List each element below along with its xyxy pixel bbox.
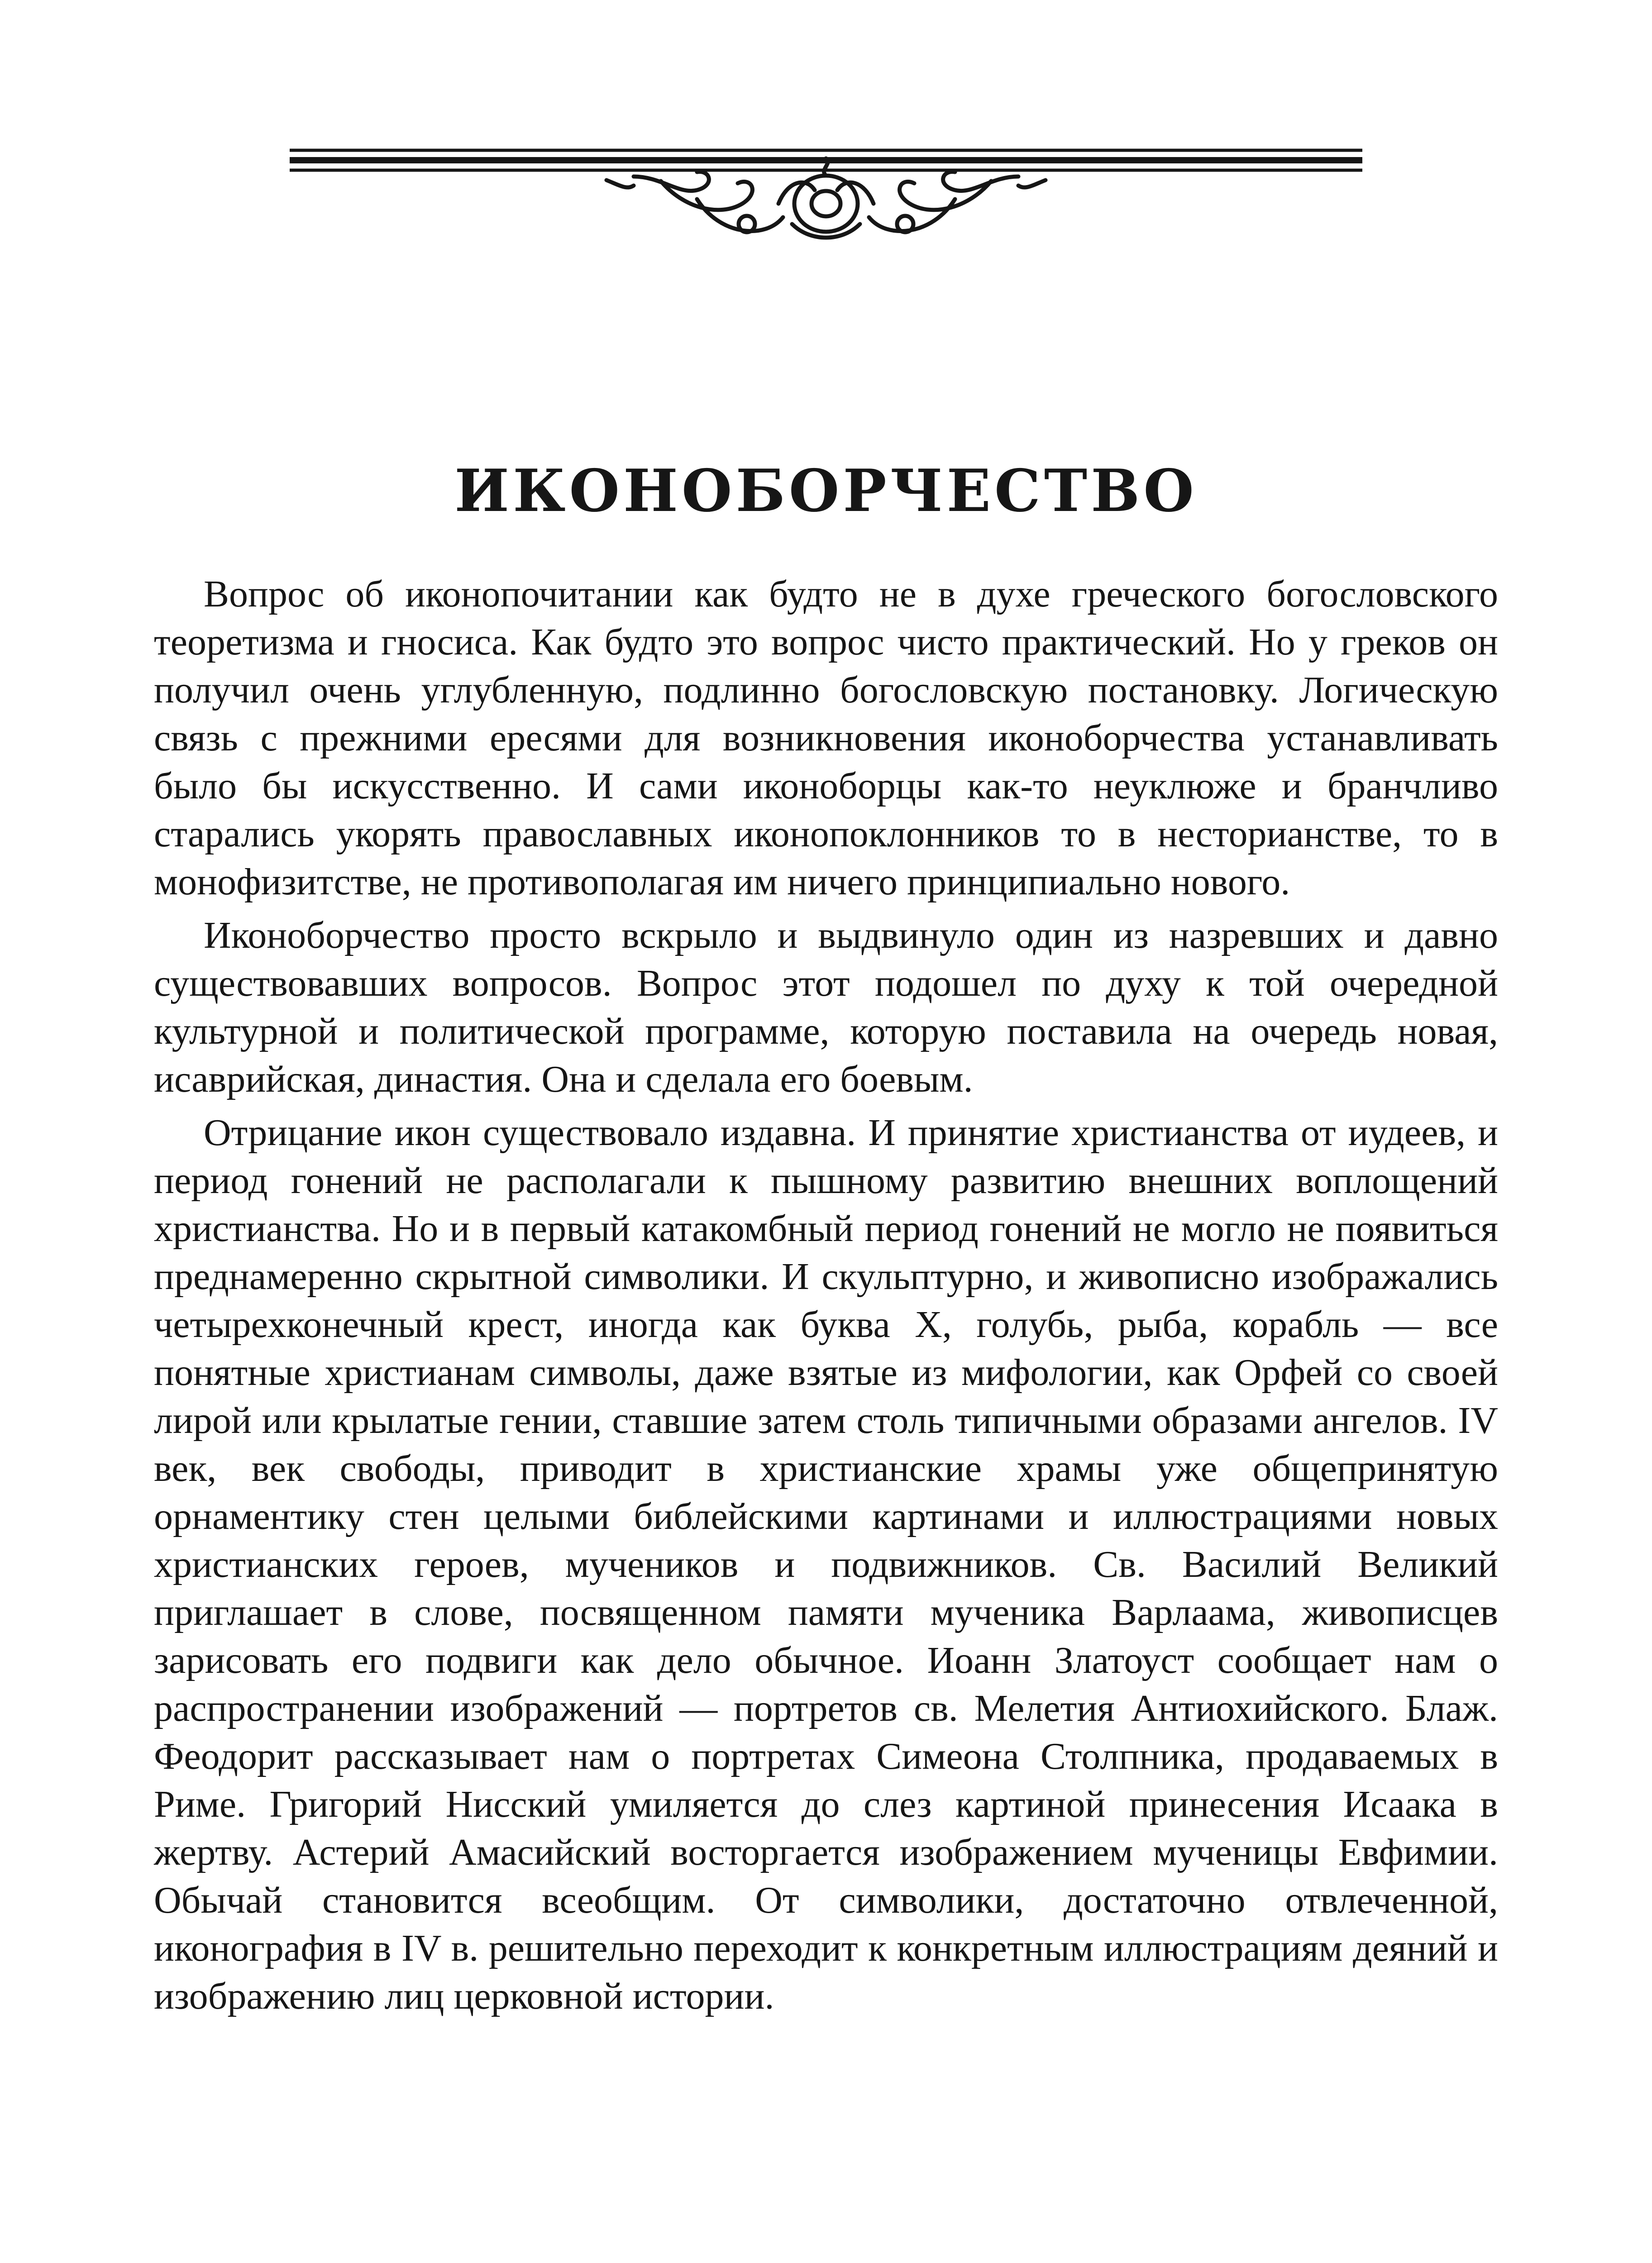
paragraph-1: Вопрос об иконопочитании как будто не в духе греческого богословского теоретизма и гносиса. Как будто это вопрос чисто практический. Но у греков он получил очень углубленную, подлинно богословскую постановку. Логическую связь с прежними ересями для возникновения иконоборчества устанавливать было бы искусственно. И сами иконоборцы как-то неуклюже и бранчливо старались укорять православных иконопоклонников то в несторианстве, то в монофизитстве, не противополагая им ничего принципиально нового. [154,573,1498,903]
body-text [154,570,1498,2026]
floral-headpiece-ornament-icon [290,127,1362,249]
chapter-title: ИКОНОБОРЧЕСТВО [454,457,1198,525]
paragraph-3: Отрицание икон существовало издавна. И принятие христианства от иудеев, и период гонений не располагали к пышному развитию внешних воплощений христианства. Но и в первый катакомбный период гонений не могло не появиться преднамеренно скрытной символики. И скульптурно, и живописно изображались четырехконечный крест, иногда как буква X, голубь, рыба, корабль — все понятные христианам символы, даже взятые из мифологии, как Орфей со своей лирой или крылатые гении, ставшие затем столь типичными образами ангелов. IV век, век свободы, приводит в христианские храмы уже общепринятую орнаментику стен целыми библейскими картинами и иллюстрациями новых христианских героев, мучеников и подвижников. Св. Василий Великий приглашает в слове, посвященном памяти мученика Варлаама, живописцев зарисовать его подвиги как дело обычное. Иоанн Златоуст сообщает нам о распространении изображений — портретов св. Мелетия Антиохийского. Блаж. Феодорит рассказывает нам о портретах Симеона Столпника, продаваемых в Риме. Григорий Нисский умиляется до слез картиной принесения Исаака в жертву. Астерий Амасийский восторгается изображением мученицы Евфимии. Обычай становится всеобщим. От символики, достаточно отвлеченной, иконография в IV в. решительно переходит к конкретным иллюстрациям деяний и изображению лиц церковной истории. [154,1112,1498,2017]
paragraph-2: Иконоборчество просто вскрыло и выдвинуло один из назревших и давно существовавших вопросов. Вопрос этот подошел по духу к той очередной культурной и политической программе, которую поставила на очередь новая, исаврийская, династия. Она и сделала его боевым. [154,914,1498,1100]
